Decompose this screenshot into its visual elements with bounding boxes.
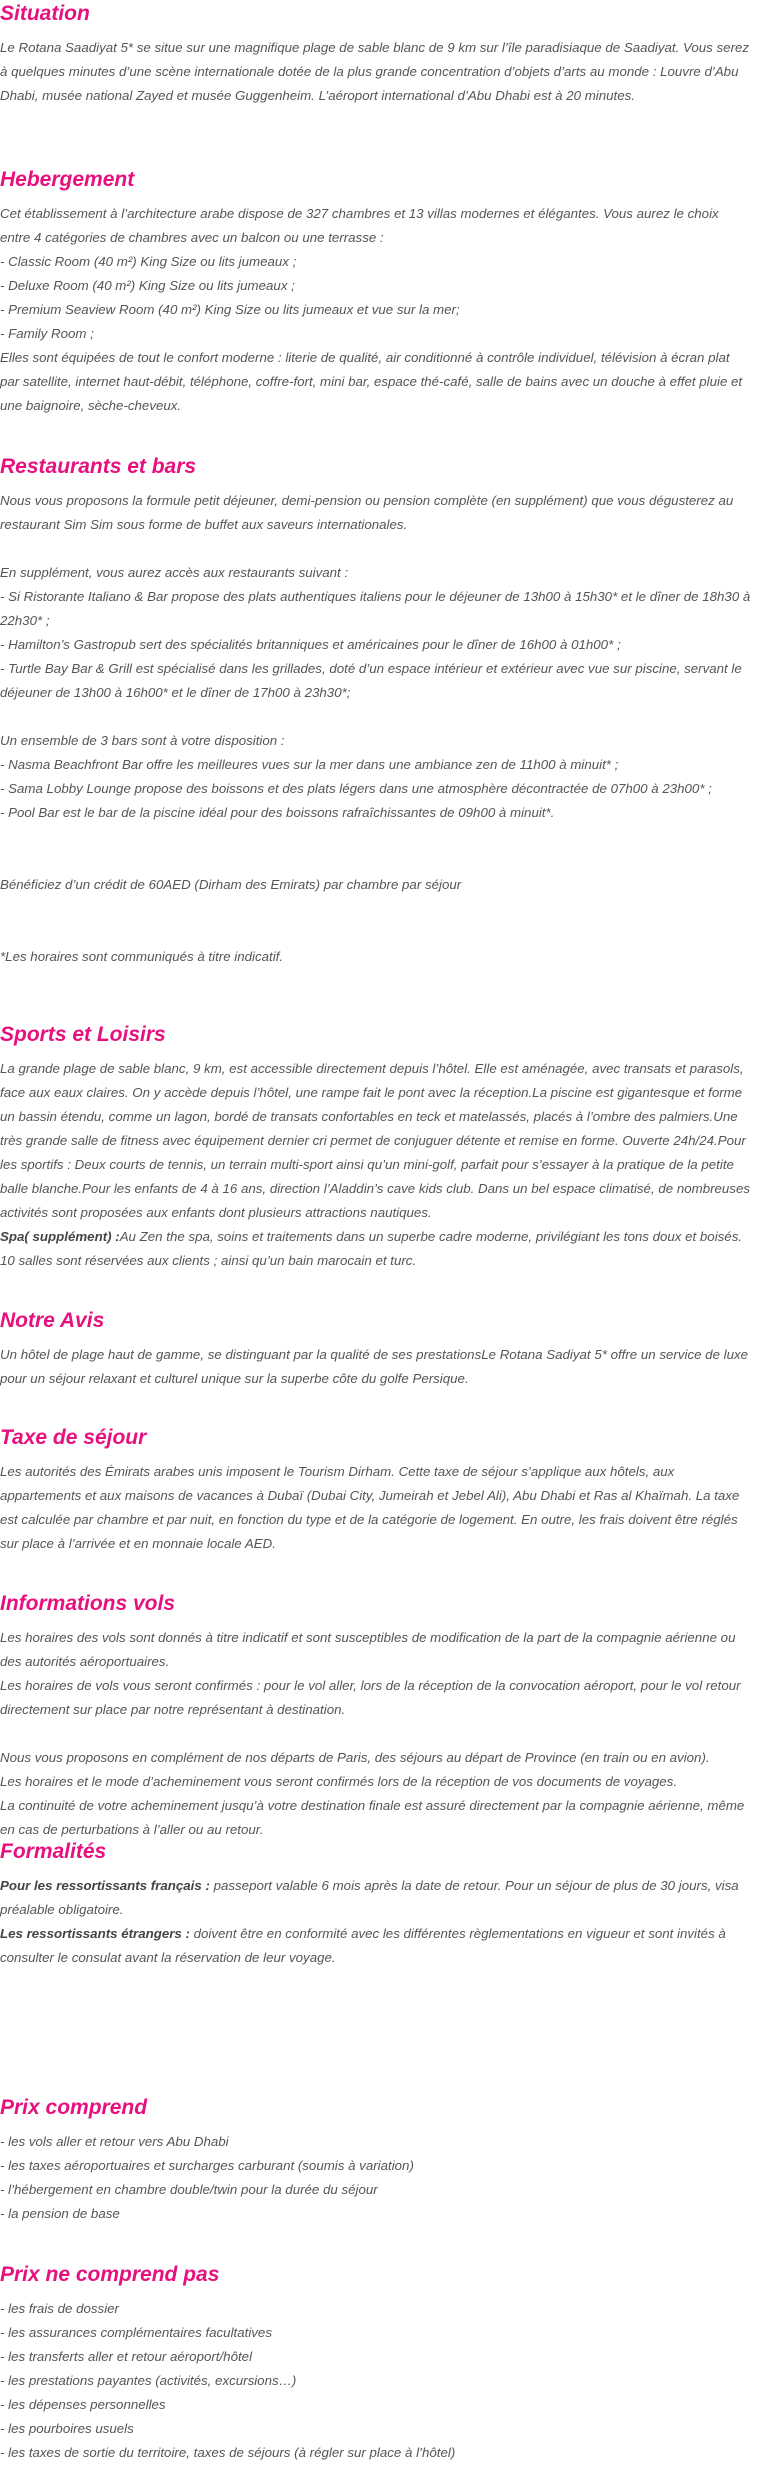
list-item: - l’hébergement en chambre double/twin pour la durée du séjour xyxy=(0,2182,378,2197)
list-item: - la pension de base xyxy=(0,2206,120,2221)
hebergement-intro: Cet établissement à l’architecture arabe dispose de 327 chambres et 13 villas modernes et élégantes. Vous aurez le choix entre 4 catégories de chambres avec un balcon ou une terrasse : xyxy=(0,206,719,245)
vols-text: Les horaires des vols sont donnés à titre indicatif et sont susceptibles de modification de la part de la compagnie aérienne ou des autorités aéroportuaires. xyxy=(0,1630,736,1669)
spa-label: Spa( supplément) : xyxy=(0,1229,120,1244)
vols-text: La continuité de votre acheminement jusqu’à votre destination finale est assuré directement par la compagnie aérienne, même en cas de perturbations à l’aller ou au retour. xyxy=(0,1798,745,1837)
list-item: - les taxes aéroportuaires et surcharges carburant (soumis à variation) xyxy=(0,2158,414,2173)
section-sports xyxy=(0,1021,752,1273)
hebergement-equipment: Elles sont équipées de tout le confort moderne : literie de qualité, air conditionné à contrôle individuel, télévision à écran plat par satellite, internet haut-débit, téléphone, coffre-fort, mini bar, espace thé-café, salle de bains avec un douche à effet pluie et une baignoire, sèche-cheveux. xyxy=(0,350,743,413)
section-title: Situation xyxy=(0,2,90,25)
list-item: - les taxes de sortie du territoire, taxes de séjours (à régler sur place à l’hôtel) xyxy=(0,2445,456,2460)
list-item: - les vols aller et retour vers Abu Dhabi xyxy=(0,2134,229,2149)
list-item: - les dépenses personnelles xyxy=(0,2397,166,2412)
section-title: Informations vols xyxy=(0,1592,176,1615)
list-item: - les frais de dossier xyxy=(0,2301,119,2316)
section-taxe xyxy=(0,1424,752,1556)
sports-body: La grande plage de sable blanc, 9 km, est accessible directement depuis l’hôtel. Elle est aménagée, avec transats et parasols, face aux eaux claires. On y accède depuis l’hôtel, une rampe fait le pont avec la réception.La piscine est gigantesque et forme un bassin étendu, comme un lagon, bordé de transats confortables en teck et matelassés, placés à l’ombre des palmiers.Une très grande salle de fitness avec équipement dernier cri permet de conjuguer détente et remise en forme. Ouverte 24h/24.Pour les sportifs : Deux courts de tennis, un terrain multi-sport ainsi qu’un mini-golf, parfait pour s’essayer à la pratique de la petite balle blanche.Pour les enfants de 4 à 16 ans, direction l’Aladdin’s cave kids club. Dans un bel espace climatisé, de nombreuses activités sont proposées aux enfants dont plusieurs attractions nautiques. xyxy=(0,1061,750,1220)
section-title: Taxe de séjour xyxy=(0,1426,147,1449)
et-label: Les ressortissants étrangers : xyxy=(0,1926,190,1941)
room-item: - Family Room ; xyxy=(0,326,94,341)
bar-item: - Sama Lobby Lounge propose des boissons et des plats légers dans une atmosphère décontractée de 07h00 à 23h00* ; xyxy=(0,781,712,796)
bar-item: - Pool Bar est le bar de la piscine idéal pour des boissons rafraîchissantes de 09h00 à minuit*. xyxy=(0,805,555,820)
situation-text: Le Rotana Saadiyat 5* se situe sur une magnifique plage de sable blanc de 9 km sur l’île paradisiaque de Saadiyat. Vous serez à quelques minutes d’une scène internationale dotée de la plus grande concentration d’objets d’arts au monde : Louvre d’Abu Dhabi, musée national Zayed et musée Guggenheim. L’aéroport international d’Abu Dhabi est à 20 minutes. xyxy=(0,40,750,103)
spa-text: Au Zen the spa, soins et traitements dans un superbe cadre moderne, privilégiant les tons doux et boisés. 10 salles sont réservées aux clients ; ainsi qu’un bain marocain et turc. xyxy=(0,1229,743,1268)
section-title: Sports et Loisirs xyxy=(0,1023,166,1046)
vols-text: Nous vous proposons en complément de nos départs de Paris, des séjours au départ de Province (en train ou en avion). xyxy=(0,1750,710,1765)
section-prix-ne-comprend xyxy=(0,2261,752,2465)
fr-label: Pour les ressortissants français : xyxy=(0,1878,210,1893)
fr-text: passeport valable 6 mois après la date de retour. Pour un séjour de plus de 30 jours, visa préalable obligatoire. xyxy=(0,1878,739,1917)
bars-intro: Un ensemble de 3 bars sont à votre disposition : xyxy=(0,733,285,748)
avis-text: Un hôtel de plage haut de gamme, se distinguant par la qualité de ses prestationsLe Rotana Sadiyat 5* offre un service de luxe pour un séjour relaxant et culturel unique sur la superbe côte du golfe Persique. xyxy=(0,1347,749,1386)
formalites-fr xyxy=(0,1874,752,1922)
room-item: - Classic Room (40 m²) King Size ou lits jumeaux ; xyxy=(0,254,297,269)
restaurants-intro: Nous vous proposons la formule petit déjeuner, demi-pension ou pension complète (en supplément) que vous dégusterez au restaurant Sim Sim sous forme de buffet aux saveurs internationales. xyxy=(0,493,734,532)
room-item: - Premium Seaview Room (40 m²) King Size ou lits jumeaux et vue sur la mer; xyxy=(0,302,460,317)
restaurants-access-intro: En supplément, vous aurez accès aux restaurants suivant : xyxy=(0,565,349,580)
sports-text xyxy=(0,1057,752,1273)
section-hebergement xyxy=(0,166,752,418)
list-item: - les transferts aller et retour aéroport/hôtel xyxy=(0,2349,253,2364)
list-item: - les pourboires usuels xyxy=(0,2421,134,2436)
restaurants-credit: Bénéficiez d’un crédit de 60AED (Dirham des Emirats) par chambre par séjour xyxy=(0,877,462,892)
list-item: - les prestations payantes (activités, excursions…) xyxy=(0,2373,297,2388)
section-title: Prix comprend xyxy=(0,2096,148,2119)
section-title: Restaurants et bars xyxy=(0,455,197,478)
list-item: - les assurances complémentaires facultatives xyxy=(0,2325,272,2340)
section-title: Hebergement xyxy=(0,168,135,191)
restaurants-note: *Les horaires sont communiqués à titre indicatif. xyxy=(0,949,284,964)
section-vols xyxy=(0,1590,752,1842)
room-item: - Deluxe Room (40 m²) King Size ou lits jumeaux ; xyxy=(0,278,295,293)
restaurant-item: - Hamilton’s Gastropub sert des spécialités britanniques et américaines pour le dîner de 16h00 à 01h00* ; xyxy=(0,637,621,652)
section-prix-comprend xyxy=(0,2094,752,2226)
vols-text: Les horaires et le mode d’acheminement vous seront confirmés lors de la réception de vos documents de voyages. xyxy=(0,1774,678,1789)
section-avis xyxy=(0,1307,752,1391)
restaurant-item: - Turtle Bay Bar & Grill est spécialisé dans les grillades, doté d’un espace intérieur et extérieur avec vue sur piscine, servant le déjeuner de 13h00 à 16h00* et le dîner de 17h00 à 23h30*; xyxy=(0,661,742,700)
taxe-text: Les autorités des Émirats arabes unis imposent le Tourism Dirham. Cette taxe de séjour s’applique aux hôtels, aux appartements et aux maisons de vacances à Dubaï (Dubai City, Jumeirah et Jebel Ali), Abu Dhabi et Ras al Khaïmah. La taxe est calculée par chambre et par nuit, en fonction du type et de la catégorie de logement. En outre, les frais doivent être réglés sur place à l’arrivée et en monnaie locale AED. xyxy=(0,1464,740,1551)
bar-item: - Nasma Beachfront Bar offre les meilleures vues sur la mer dans une ambiance zen de 11h00 à minuit* ; xyxy=(0,757,619,772)
section-formalites xyxy=(0,1838,752,1970)
section-title: Notre Avis xyxy=(0,1309,105,1332)
et-text: doivent être en conformité avec les différentes règlementations en vigueur et sont invités à consulter le consulat avant la réservation de leur voyage. xyxy=(0,1926,726,1965)
restaurant-item: - Si Ristorante Italiano & Bar propose des plats authentiques italiens pour le déjeuner de 13h00 à 15h30* et le dîner de 18h30 à 22h30* ; xyxy=(0,589,751,628)
section-restaurants xyxy=(0,453,752,969)
section-title: Prix ne comprend pas xyxy=(0,2263,220,2286)
section-situation xyxy=(0,0,752,108)
vols-text: Les horaires de vols vous seront confirmés : pour le vol aller, lors de la réception de la convocation aéroport, pour le vol retour directement sur place par notre représentant à destination. xyxy=(0,1678,741,1717)
section-title: Formalités xyxy=(0,1840,107,1863)
formalites-etrangers xyxy=(0,1922,752,1970)
